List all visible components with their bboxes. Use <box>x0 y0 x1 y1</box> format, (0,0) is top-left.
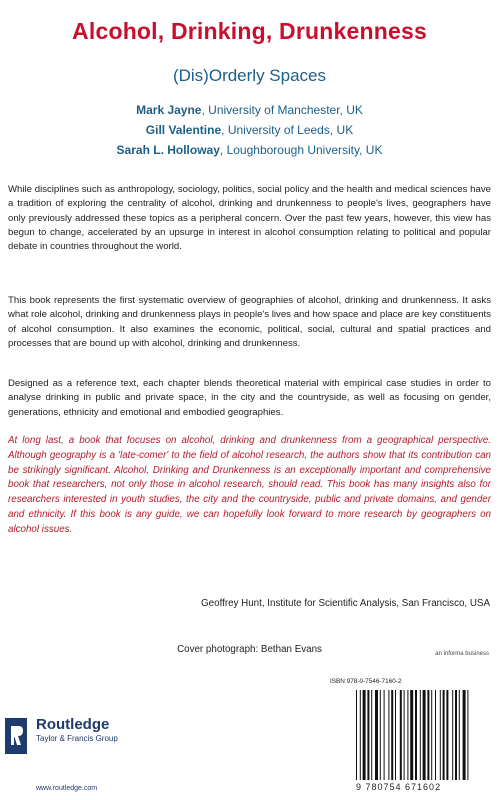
author-line: Gill Valentine, University of Leeds, UK <box>145 123 354 137</box>
book-subtitle: (Dis)Orderly Spaces <box>172 66 327 85</box>
informa-label: an informa business <box>435 651 489 657</box>
author-name: Sarah L. Holloway <box>116 143 220 157</box>
author-affiliation: Loughborough University, UK <box>226 143 383 157</box>
description-paragraph: This book represents the first systematic overview of geographies of alcohol, drinking and drunkenness. It asks what role alcohol, drinking and drunkenness plays in people's lives and how space and place are key constituents of alcohol consumption. It also examines the economic, political, social, cultural and spatial practices and processes that are bound up with alcohol, drinking and drunkenness. <box>8 295 491 349</box>
barcode-bar <box>404 690 405 780</box>
barcode-bar <box>395 690 396 780</box>
barcode-bar <box>410 690 413 780</box>
isbn-label: ISBN 978-0-7546-7160-2 <box>330 678 402 685</box>
barcode-bar <box>415 690 417 780</box>
barcode-bar <box>423 690 426 780</box>
barcode-bar <box>367 690 369 780</box>
description-paragraph: Designed as a reference text, each chapter blends theoretical material with empirical case studies in order to analyse drinking in public and private space, in the city and the countryside, as well as focusing on gender, generations, ethnicity and emotional and embodied geographies. <box>8 378 491 418</box>
barcode-bar <box>360 690 361 780</box>
author-name: Gill Valentine <box>145 123 222 137</box>
barcode-bar <box>427 690 429 780</box>
barcode-bar <box>391 690 393 780</box>
barcode-bar <box>375 690 378 780</box>
routledge-logo-icon <box>5 718 27 754</box>
barcode-bar <box>452 690 453 780</box>
barcode-bar <box>420 690 421 780</box>
publisher-url[interactable]: www.routledge.com <box>36 785 98 792</box>
barcode-bar <box>455 690 457 780</box>
barcode-bar <box>400 690 402 780</box>
barcode-bar <box>388 690 389 780</box>
barcode-bar <box>446 690 448 780</box>
barcode-bar <box>407 690 408 780</box>
barcode-bar <box>463 690 466 780</box>
author-line: Sarah L. Holloway, Loughborough University, UK <box>116 143 383 157</box>
barcode-bar <box>431 690 432 780</box>
barcode-bar <box>371 690 372 780</box>
review-quote: At long last, a book that focuses on alcohol, drinking and drunkenness from a geographical perspective. Although geography is a 'late-comer' to the field of alcohol research, the authors show that its contribution can be strikingly significant. Alcohol, Drinking and Drunkenness is an exceptionally important and comprehensive book that researchers, not only those in alcohol research, should read. This book has many insights also for researchers interested in youth studies, the city and the countryside, public and private domains, and gender and ethnicity. If this book is any guide, we can hopefully look forward to more research by geographers on alcohol issues. <box>8 435 491 535</box>
author-affiliation: University of Manchester, UK <box>208 103 363 117</box>
barcode-bar <box>435 690 436 780</box>
barcode-bar <box>380 690 381 780</box>
publisher-name: Routledge <box>36 716 110 733</box>
cover-photo-credit: Cover photograph: Bethan Evans <box>177 644 322 655</box>
author-line: Mark Jayne, University of Manchester, UK <box>136 103 363 117</box>
barcode-bar <box>356 690 357 780</box>
barcode-bar <box>440 690 441 780</box>
author-name: Mark Jayne <box>136 103 202 117</box>
barcode-number: 9 780754 671602 <box>356 782 442 792</box>
author-list <box>0 100 499 160</box>
publisher-block <box>36 716 118 743</box>
barcode-bar <box>459 690 460 780</box>
publisher-group: Taylor & Francis Group <box>36 734 118 743</box>
barcode-bar <box>443 690 445 780</box>
author-affiliation: University of Leeds, UK <box>227 123 354 137</box>
description-paragraph: While disciplines such as anthropology, sociology, politics, social policy and the health and medical sciences have a tradition of exploring the centrality of alcohol, drinking and drunkenness to people's lives, geographers have only previously addressed these topics as a peripheral concern. Over the past few years, however, this view has begun to change, accelerated by an upsurge in interest in alcohol consumption relating to political and popular debate in countries throughout the world. <box>8 184 491 253</box>
barcode-icon <box>356 690 494 780</box>
barcode-bar <box>363 690 366 780</box>
barcode-bar <box>467 690 468 780</box>
quote-attribution: Geoffrey Hunt, Institute for Scientific Analysis, San Francisco, USA <box>201 598 490 609</box>
book-title: Alcohol, Drinking, Drunkenness <box>72 18 427 44</box>
barcode-bar <box>384 690 385 780</box>
